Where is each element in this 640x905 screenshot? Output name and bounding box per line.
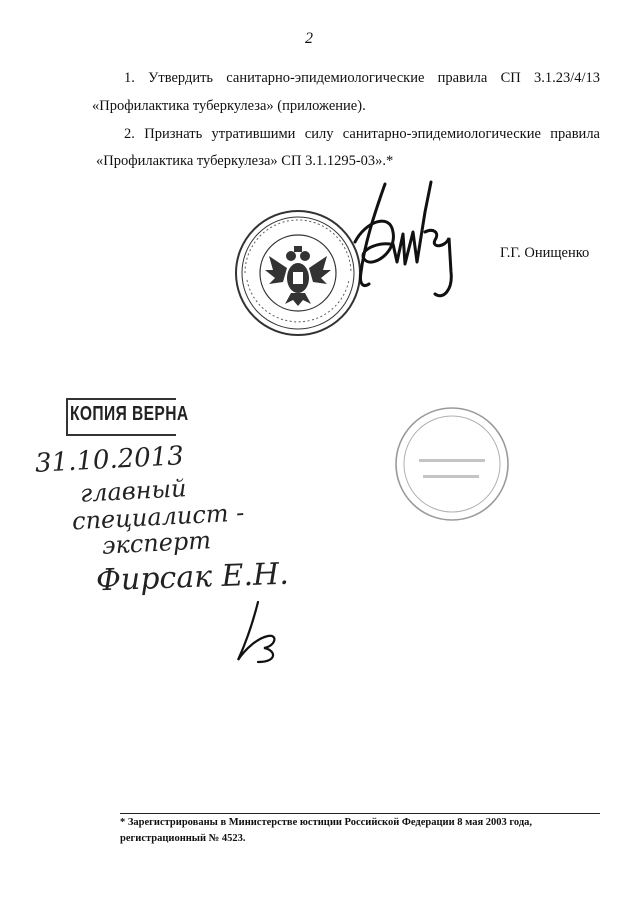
- signature: [345, 172, 495, 317]
- item-2-line-1: 2. Признать утратившими силу санитарно-эпидемиологические правила: [124, 126, 600, 142]
- copy-stamp-label: КОПИЯ ВЕРНА: [70, 403, 189, 425]
- handwritten-line-3: эксперт: [101, 526, 212, 560]
- item-1-line-1: 1. Утвердить санитарно-эпидемиологические правила СП 3.1.23/4/13: [124, 70, 600, 86]
- handwritten-line-2: специалист -: [71, 498, 245, 536]
- handwritten-signature: [228, 598, 288, 668]
- handwritten-line-1: главный: [79, 474, 188, 508]
- official-seal: [233, 208, 363, 338]
- handwritten-line-4: Фирсак Е.Н.: [95, 556, 290, 599]
- item-2-line-2: «Профилактика туберкулеза» СП 3.1.1295-03».*: [96, 153, 394, 169]
- faint-round-stamp: [393, 405, 511, 523]
- footnote-line-2: регистрационный № 4523.: [120, 833, 246, 844]
- footnote-divider: [120, 813, 600, 814]
- signatory-name: Г.Г. Онищенко: [500, 245, 590, 261]
- page-number: 2: [305, 30, 313, 47]
- footnote-line-1: * Зарегистрированы в Министерстве юстиции Российской Федерации 8 мая 2003 года,: [120, 817, 533, 828]
- handwritten-date: 31.10.2013: [34, 441, 185, 479]
- item-1-line-2: «Профилактика туберкулеза» (приложение).: [92, 98, 366, 114]
